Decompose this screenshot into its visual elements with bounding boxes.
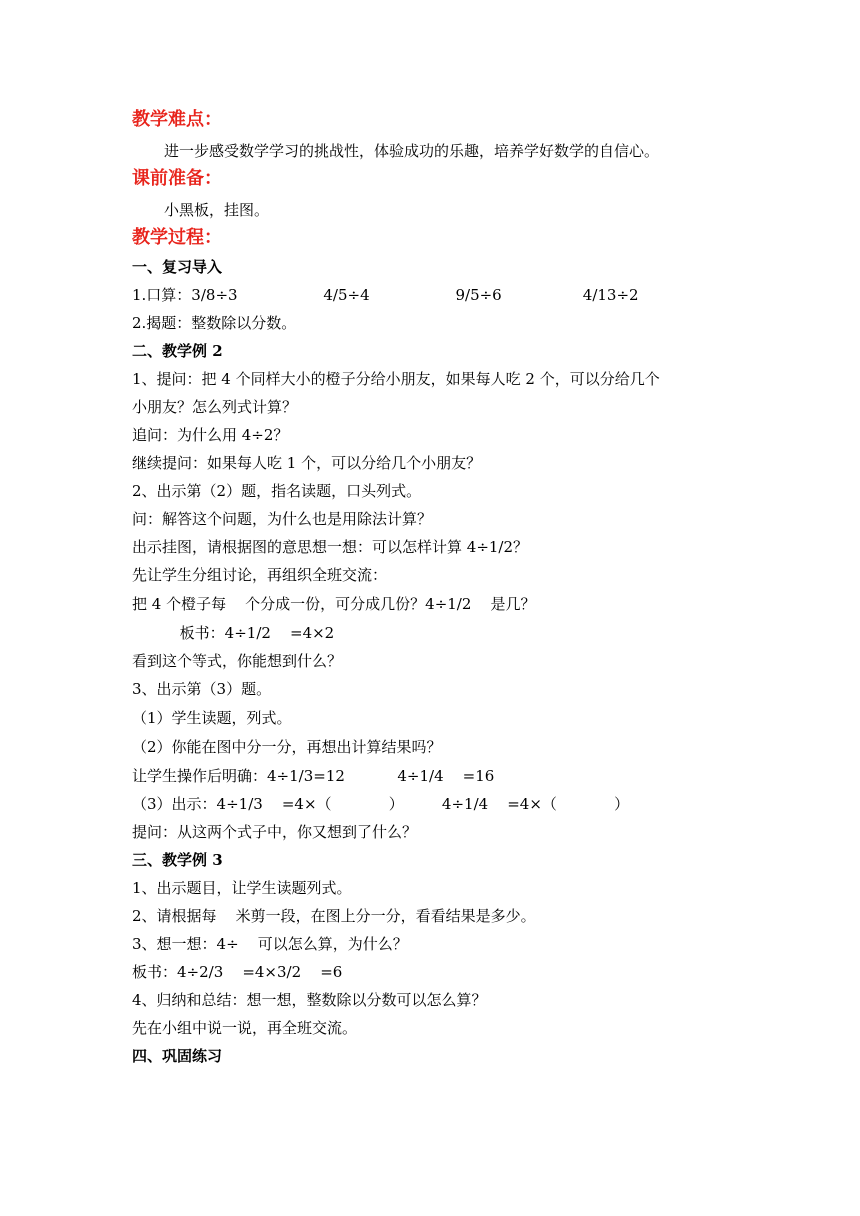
body-line: 2、出示第（2）题，指名读题，口头列式。 — [132, 482, 422, 500]
body-line: 提问：从这两个式子中，你又想到了什么？ — [132, 823, 418, 841]
body-line: 先在小组中说一说，再全班交流。 — [132, 1019, 358, 1037]
body-line: 1、提问：把 4 个同样大小的橙子分给小朋友，如果每人吃 2 个，可以分给几个 — [132, 370, 660, 388]
body-line: 1、出示题目，让学生读题列式。 — [132, 879, 352, 897]
board-writing: 板书：4÷2/3 =4×3/2 =6 — [132, 963, 343, 981]
body-line: 2、请根据每 米剪一段，在图上分一分，看看结果是多少。 — [132, 907, 536, 925]
process-heading: 教学过程： — [132, 227, 222, 248]
body-line: 出示挂图，请根据图的意思想一想：可以怎样计算 4÷1/2？ — [132, 538, 529, 556]
body-line: 问：解答这个问题，为什么也是用除法计算？ — [132, 510, 433, 528]
body-line: 把 4 个橙子每 个分成一份，可分成几份？4÷1/2 是几？ — [132, 595, 536, 613]
board-writing: 板书：4÷1/2 =4×2 — [132, 624, 335, 642]
difficulty-heading: 教学难点： — [132, 109, 222, 130]
section-heading-example-3: 三、教学例 3 — [132, 851, 223, 869]
body-line: 1.口算：3/8÷3 4/5÷4 9/5÷6 4/13÷2 — [132, 286, 639, 304]
section-heading-review: 一、复习导入 — [132, 258, 223, 276]
body-line: 追问：为什么用 4÷2？ — [132, 426, 289, 444]
body-line: 小朋友？怎么列式计算？ — [132, 398, 298, 416]
preparation-heading: 课前准备： — [132, 168, 222, 189]
body-line: （3）出示：4÷1/3 =4×（ ） 4÷1/4 =4×（ ） — [132, 795, 630, 813]
section-heading-practice: 四、巩固练习 — [132, 1047, 223, 1065]
body-line: （1）学生读题，列式。 — [132, 709, 292, 727]
body-line: 继续提问：如果每人吃 1 个，可以分给几个小朋友？ — [132, 454, 482, 472]
section-heading-example-2: 二、教学例 2 — [132, 342, 223, 360]
body-line: 3、出示第（3）题。 — [132, 680, 272, 698]
body-line: 看到这个等式，你能想到什么？ — [132, 652, 343, 670]
body-line: 先让学生分组讨论，再组织全班交流： — [132, 566, 388, 584]
body-line: 3、想一想：4÷ 可以怎么算，为什么？ — [132, 935, 408, 953]
difficulty-text: 进一步感受数学学习的挑战性，体验成功的乐趣，培养学好数学的自信心。 — [164, 142, 660, 160]
body-line: 让学生操作后明确：4÷1/3=12 4÷1/4 =16 — [132, 767, 495, 785]
body-line: 2.揭题：整数除以分数。 — [132, 314, 297, 332]
body-line: 4、归纳和总结：想一想，整数除以分数可以怎么算？ — [132, 991, 487, 1009]
body-line: （2）你能在图中分一分，再想出计算结果吗？ — [132, 738, 442, 756]
preparation-text: 小黑板，挂图。 — [164, 201, 270, 219]
